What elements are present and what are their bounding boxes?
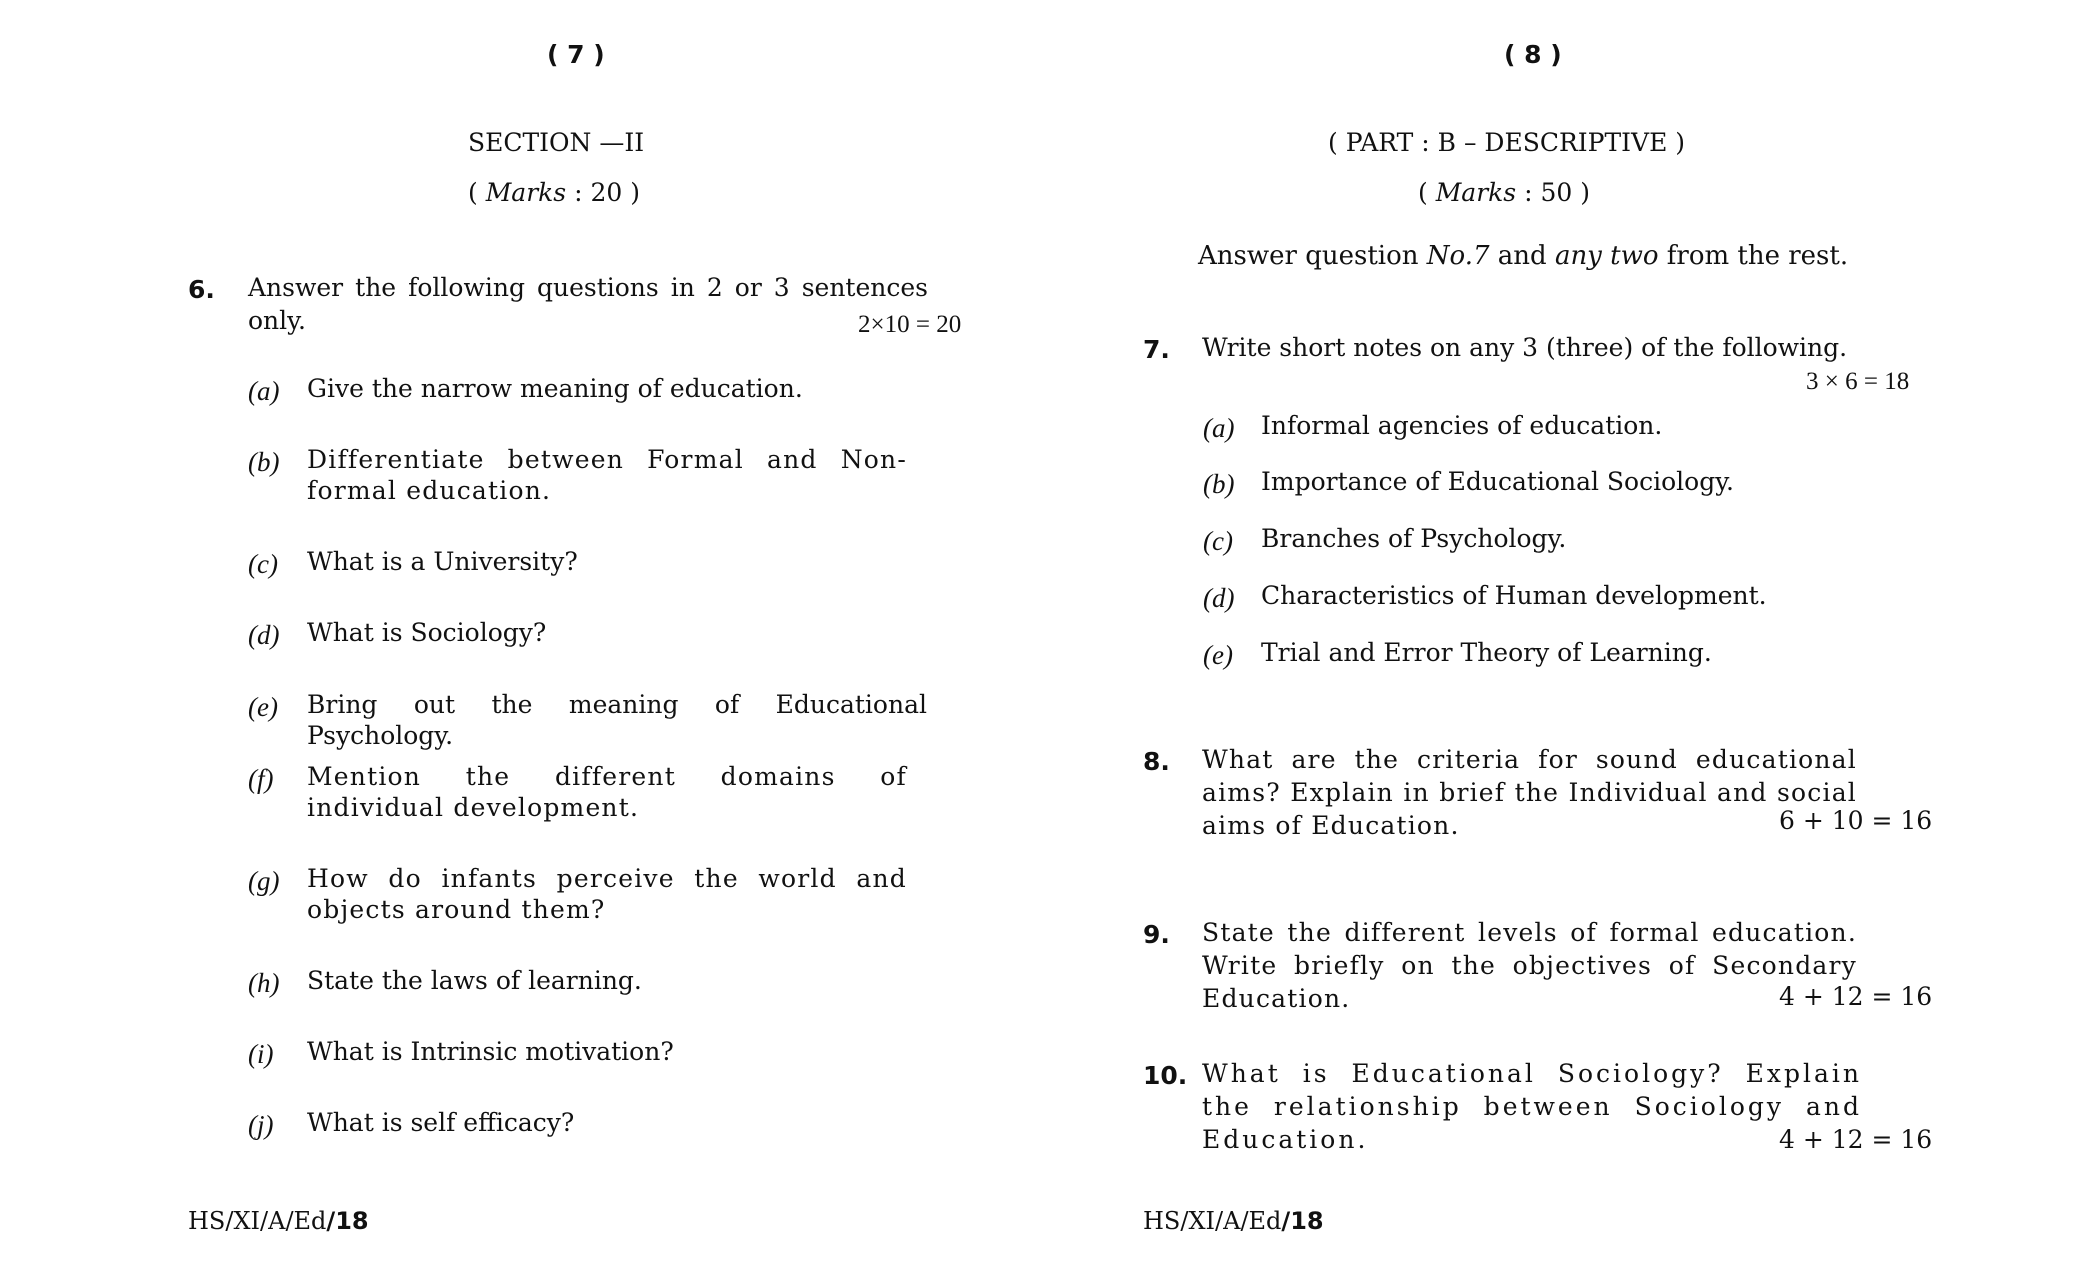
item-text: Differentiate between Formal and Non-formal education. [307, 445, 907, 505]
question-text: What is Educational Sociology? Explain the relationship between Sociology and Education. [1202, 1059, 1862, 1154]
item-label: (d) [248, 620, 280, 650]
item-label: (h) [248, 968, 280, 998]
section-title: SECTION —II [468, 128, 645, 157]
question-text: Write short notes on any 3 (three) of the following. [1202, 333, 1848, 362]
question-marks: 6 + 10 = 16 [1779, 806, 1933, 835]
item-text: What is a University? [307, 547, 578, 576]
item-text: What is Sociology? [307, 618, 547, 647]
item-label: (b) [248, 447, 280, 477]
marks-value: : 20 [574, 178, 623, 207]
item-label: (b) [1203, 469, 1235, 499]
question-marks: 4 + 12 = 16 [1779, 982, 1933, 1011]
item-text: Informal agencies of education. [1261, 411, 1663, 440]
item-text: Characteristics of Human development. [1261, 581, 1767, 610]
item-text: Trial and Error Theory of Learning. [1261, 638, 1712, 667]
question-marks: 2×10 = 20 [858, 311, 962, 338]
question-text: Answer the following questions in 2 or 3 sentences only. [248, 273, 928, 335]
instruction-question: No.7 [1426, 241, 1490, 271]
instruction [1198, 241, 1848, 271]
item-text: State the laws of learning. [307, 966, 642, 995]
item-label: (e) [248, 692, 278, 722]
footer-code [188, 1207, 369, 1235]
page-number: ( 7 ) [547, 40, 605, 69]
question-number: 6. [188, 275, 215, 304]
item-text: Bring out the meaning of Educational Psychology. [307, 690, 927, 750]
item-label: (c) [1203, 526, 1233, 556]
page-number: ( 8 ) [1504, 40, 1562, 69]
item-label: (d) [1203, 583, 1235, 613]
question-text: What are the criteria for sound educational aims? Explain in brief the Individual and social aims of Education. [1202, 745, 1857, 840]
question-marks: 3 × 6 = 18 [1806, 368, 1910, 395]
item-text: Mention the different domains of individual development. [307, 762, 907, 822]
item-label: (j) [248, 1110, 274, 1140]
question-number: 8. [1143, 747, 1170, 776]
item-text: What is Intrinsic motivation? [307, 1037, 674, 1066]
footer-year: /18 [326, 1207, 369, 1235]
item-text: Give the narrow meaning of education. [307, 374, 803, 403]
question-number: 9. [1143, 920, 1170, 949]
item-text: What is self efficacy? [307, 1108, 575, 1137]
question-marks: 4 + 12 = 16 [1779, 1125, 1933, 1154]
item-label: (i) [248, 1039, 274, 1069]
part-title: ( PART : B – DESCRIPTIVE ) [1328, 128, 1686, 157]
item-label: (c) [248, 549, 278, 579]
item-label: (f) [248, 764, 274, 794]
marks-label: Marks [485, 178, 567, 207]
instruction-post: from the rest. [1658, 241, 1849, 271]
item-label: (a) [1203, 413, 1235, 443]
section-marks: ( Marks : 20 ) [468, 178, 640, 207]
instruction-pre: Answer question [1198, 241, 1427, 271]
footer-code [1143, 1207, 1324, 1235]
question-number: 7. [1143, 335, 1170, 364]
item-text: Importance of Educational Sociology. [1261, 467, 1734, 496]
question-number: 10. [1143, 1061, 1188, 1090]
item-label: (a) [248, 376, 280, 406]
item-label: (g) [248, 866, 280, 896]
footer-code-text: HS/XI/A/Ed [188, 1207, 327, 1235]
item-text: How do infants perceive the world and objects around them? [307, 864, 907, 924]
item-text: Branches of Psychology. [1261, 524, 1567, 553]
part-marks: ( Marks : 50 ) [1418, 178, 1590, 207]
question-text: State the different levels of formal education. Write briefly on the objectives of Secondary Education. [1202, 918, 1857, 1013]
instruction-any: any two [1554, 241, 1659, 271]
marks-value: : 50 [1524, 178, 1573, 207]
marks-label: Marks [1435, 178, 1517, 207]
footer-year: /18 [1281, 1207, 1324, 1235]
instruction-mid: and [1489, 241, 1555, 271]
item-label: (e) [1203, 640, 1233, 670]
footer-code-text: HS/XI/A/Ed [1143, 1207, 1282, 1235]
